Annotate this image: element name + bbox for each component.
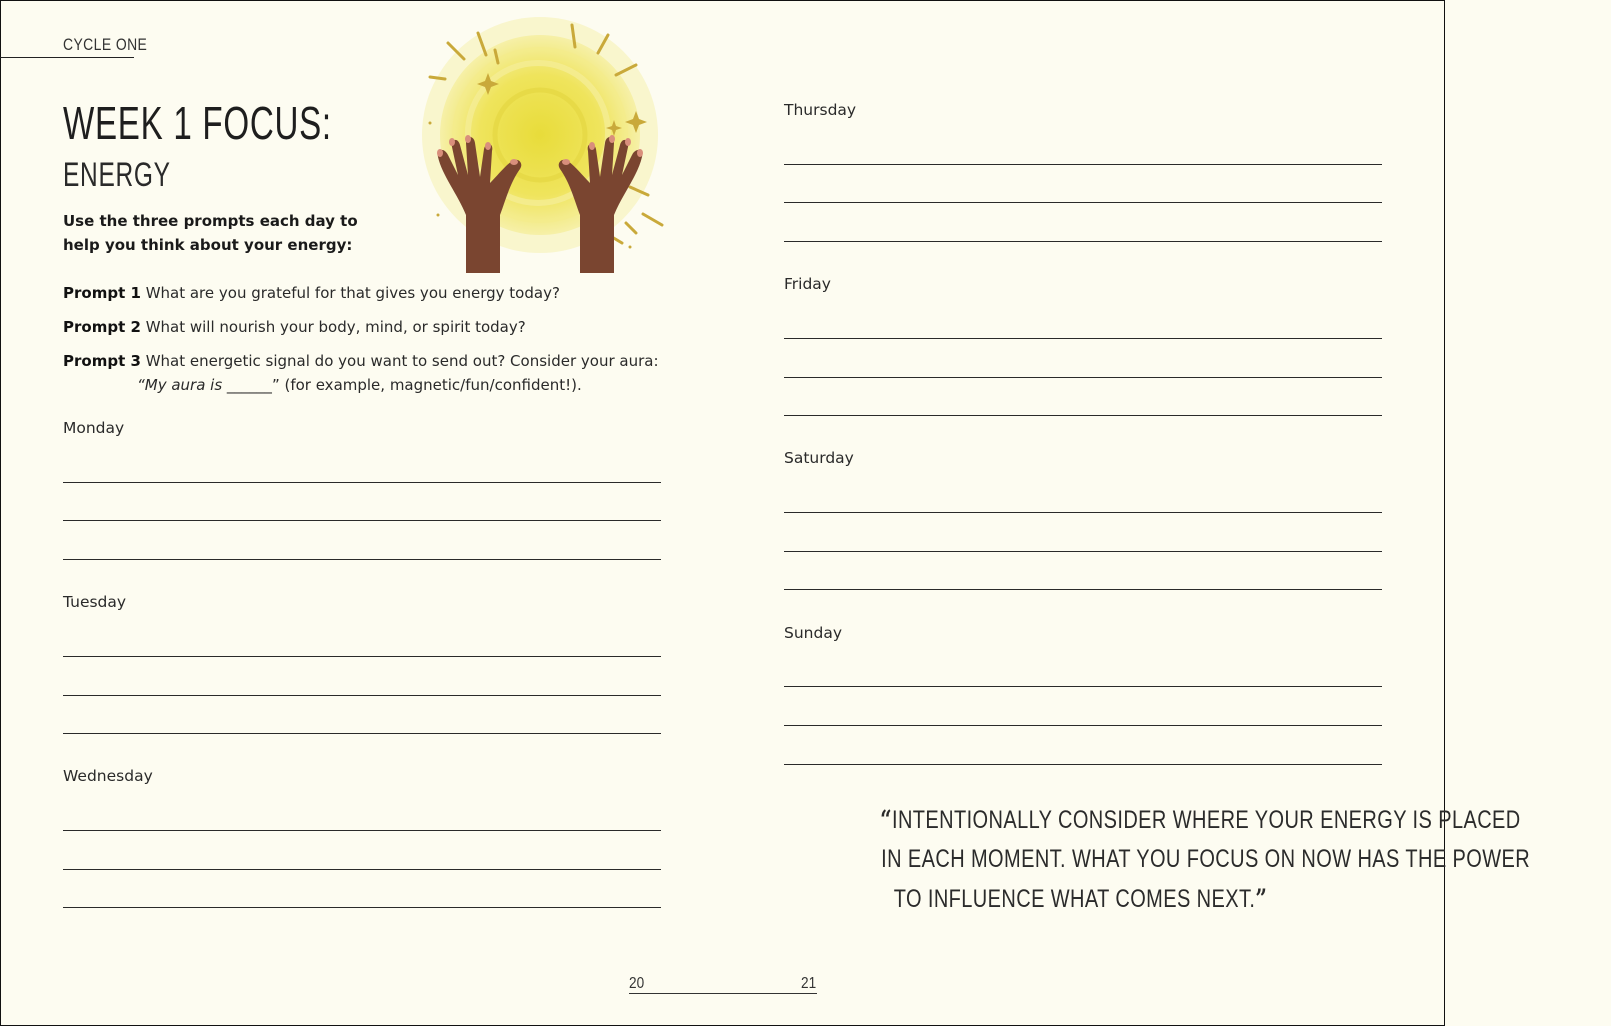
- prompt-example-rest: ” (for example, magnetic/fun/confident!).: [271, 376, 582, 394]
- quote-text: INTENTIONALLY CONSIDER WHERE YOUR ENERGY IS PLACED: [891, 806, 1521, 834]
- day-label-saturday: Saturday: [784, 449, 854, 467]
- writing-line[interactable]: [63, 733, 661, 734]
- prompt-example: [63, 373, 663, 397]
- footer-rule: [629, 993, 817, 994]
- header-rule: [0, 57, 134, 58]
- page-title: WEEK 1 FOCUS:: [63, 97, 332, 149]
- prompt-label: Prompt 1: [63, 284, 141, 302]
- quote-text: IN EACH MOMENT. WHAT YOU FOCUS ON NOW HAS THE POWER: [881, 845, 1531, 873]
- writing-line[interactable]: [784, 764, 1382, 765]
- writing-line[interactable]: [784, 202, 1382, 203]
- page-number-right: 21: [801, 975, 817, 992]
- prompt-text: What will nourish your body, mind, or spirit today?: [145, 318, 526, 336]
- writing-line[interactable]: [63, 830, 661, 831]
- intro-text: Use the three prompts each day to help you think about your energy:: [63, 212, 358, 254]
- writing-line[interactable]: [784, 551, 1382, 552]
- quote-line-1: [880, 800, 1521, 840]
- prompt-text: What energetic signal do you want to send out? Consider your aura:: [145, 352, 659, 370]
- writing-line[interactable]: [63, 869, 661, 870]
- writing-line[interactable]: [784, 164, 1382, 165]
- quote-line-3: [893, 879, 1267, 919]
- writing-line[interactable]: [784, 589, 1382, 590]
- writing-line[interactable]: [784, 241, 1382, 242]
- writing-line[interactable]: [63, 559, 661, 560]
- page-number-left: 20: [629, 975, 645, 992]
- writing-line[interactable]: [784, 725, 1382, 726]
- page-subtitle: ENERGY: [63, 156, 171, 194]
- section-header: CYCLE ONE: [63, 35, 148, 54]
- quote-text: TO INFLUENCE WHAT COMES NEXT.: [893, 885, 1255, 913]
- open-quote-mark: “: [880, 805, 892, 834]
- pull-quote: [800, 800, 1531, 919]
- writing-line[interactable]: [784, 377, 1382, 378]
- writing-line[interactable]: [63, 656, 661, 657]
- writing-line[interactable]: [784, 338, 1382, 339]
- prompt-label: Prompt 2: [63, 318, 141, 336]
- prompt-2: [63, 315, 663, 339]
- writing-line[interactable]: [63, 482, 661, 483]
- day-label-monday: Monday: [63, 419, 125, 437]
- writing-line[interactable]: [784, 415, 1382, 416]
- day-label-sunday: Sunday: [784, 624, 842, 642]
- day-label-wednesday: Wednesday: [63, 767, 153, 785]
- prompt-3: [63, 349, 663, 397]
- writing-line[interactable]: [63, 907, 661, 908]
- close-quote-mark: ”: [1254, 884, 1267, 913]
- writing-line[interactable]: [784, 686, 1382, 687]
- prompt-text: What are you grateful for that gives you energy today?: [145, 284, 560, 302]
- day-label-tuesday: Tuesday: [63, 593, 127, 611]
- hands-with-sun-icon: [400, 15, 685, 280]
- day-label-thursday: Thursday: [784, 101, 857, 119]
- writing-line[interactable]: [63, 520, 661, 521]
- prompt-example-italic: “My aura is ______: [137, 376, 272, 394]
- writing-line[interactable]: [63, 695, 661, 696]
- prompt-label: Prompt 3: [63, 352, 141, 370]
- writing-line[interactable]: [784, 512, 1382, 513]
- day-label-friday: Friday: [784, 275, 831, 293]
- quote-line-2: [881, 840, 1530, 879]
- prompt-1: [63, 281, 663, 305]
